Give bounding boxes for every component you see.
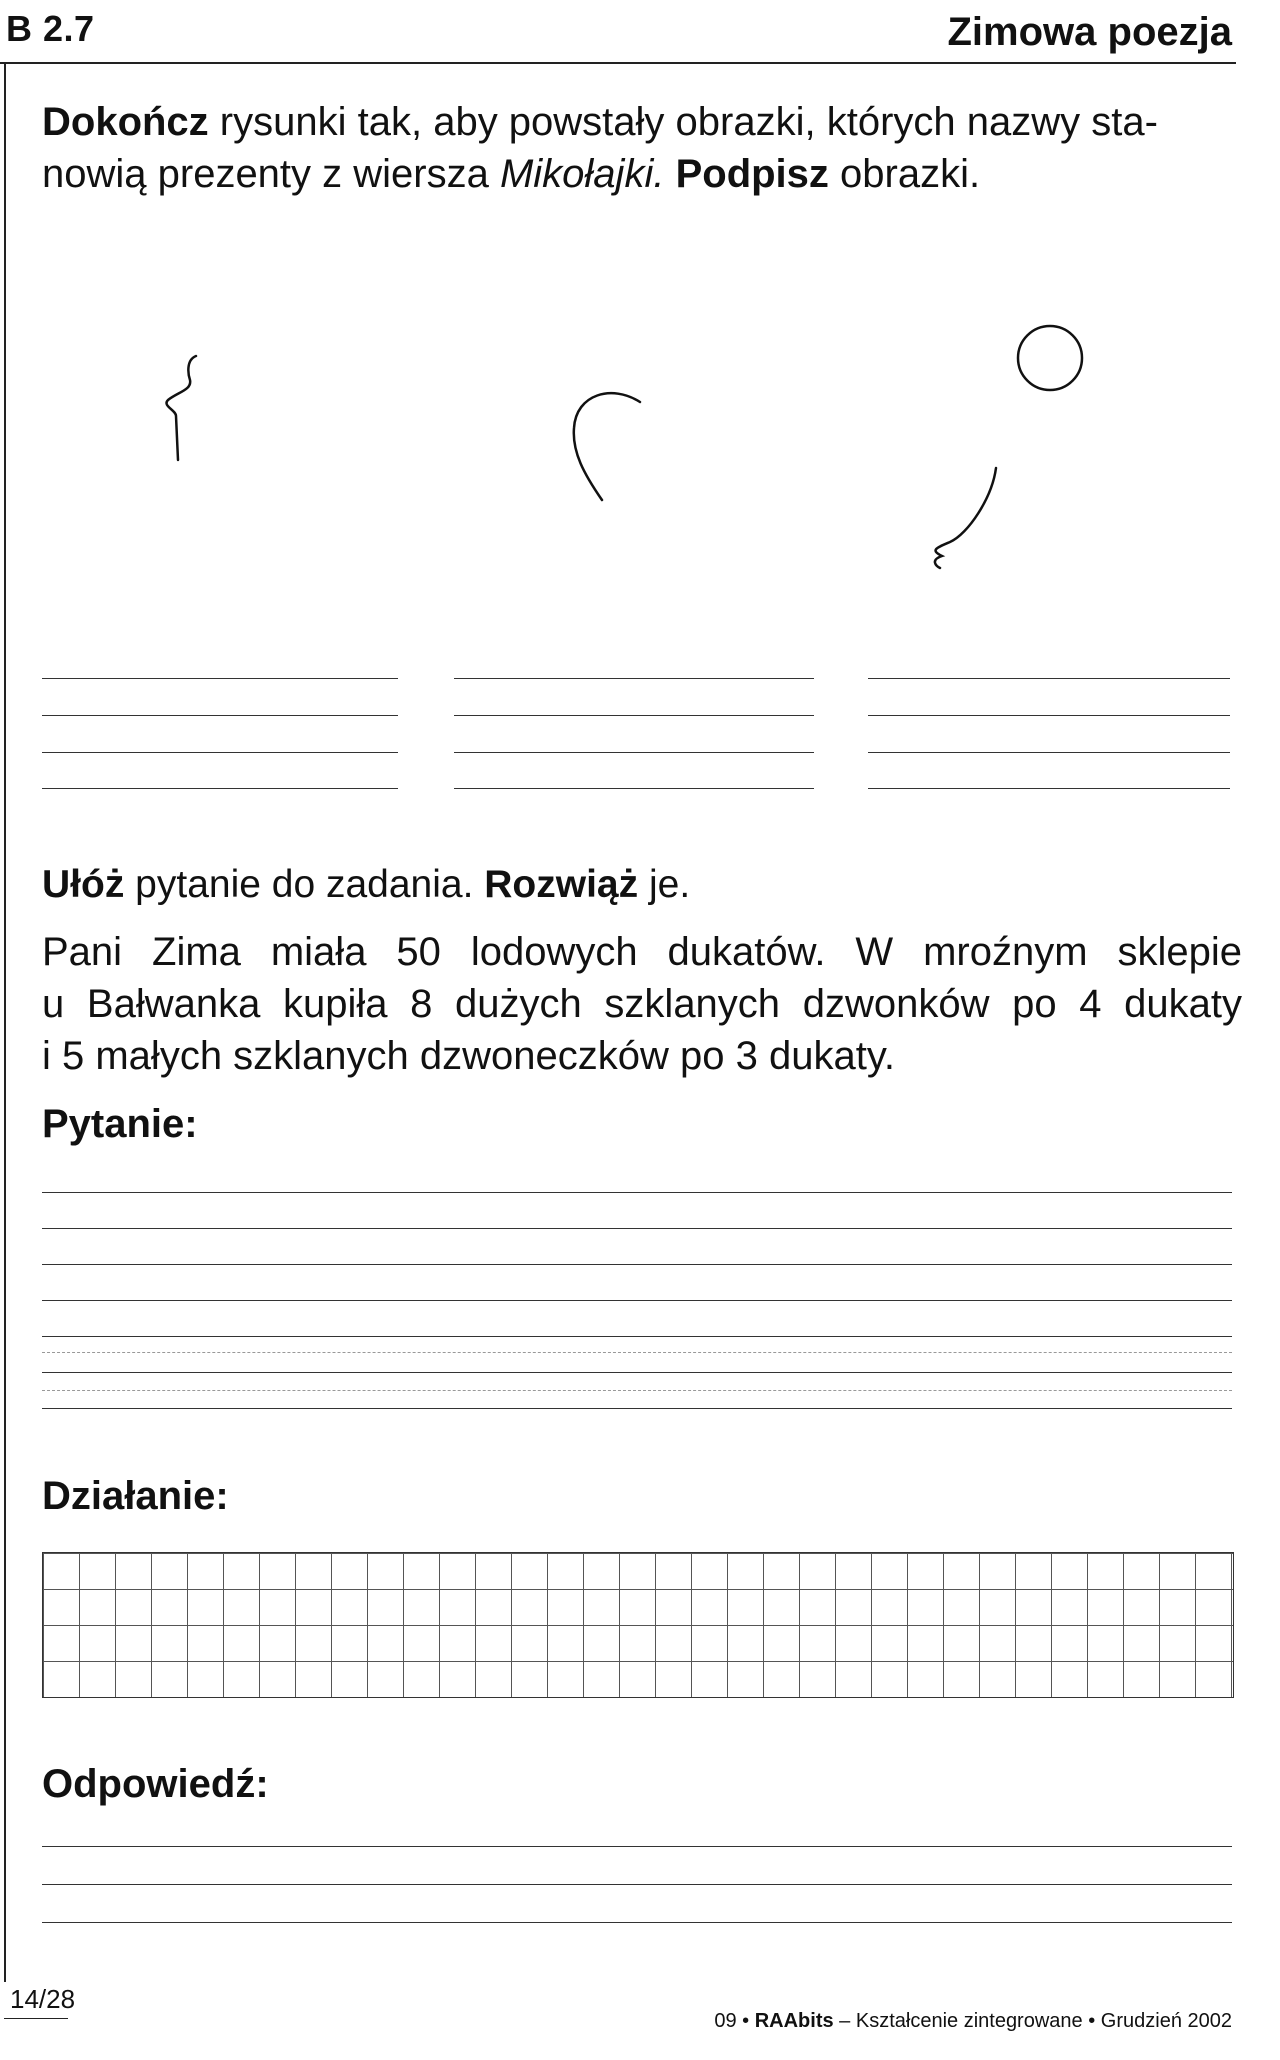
calculation-grid[interactable]: [42, 1552, 1234, 1698]
footer-issue: 09: [714, 2010, 737, 2032]
task1-instruction: [42, 96, 1232, 200]
publication-footer: [714, 2010, 1232, 2033]
drawing-stroke-3: [935, 468, 996, 568]
poem-title: Mikołajki.: [499, 152, 665, 196]
calculation-label: Działanie:: [42, 1474, 229, 1518]
task1-text-2: nowią prezenty z wiersza: [42, 152, 500, 196]
bullet-separator: •: [742, 2010, 750, 2032]
footer-brand: RAAbits: [754, 2010, 834, 2032]
footer-subtitle: Kształcenie zintegrowane: [855, 2010, 1083, 2032]
page-number-rule: [4, 2018, 68, 2019]
drawing-circle: [1018, 326, 1082, 390]
task1-verb-label: Podpisz: [675, 152, 829, 196]
answer-label: Odpowiedź:: [42, 1762, 269, 1806]
bullet-separator: •: [1088, 2010, 1096, 2032]
footer-date: Grudzień 2002: [1100, 2010, 1232, 2032]
problem-line-1: Pani Zima miała 50 lodowych dukatów. W mroźnym sklepie: [42, 930, 1242, 974]
task1-text-1: rysunki tak, aby powstały obrazki, których nazwy sta-: [208, 100, 1158, 144]
page-title: Zimowa poezja: [947, 10, 1232, 54]
header-divider: [0, 62, 1236, 64]
drawing-stroke-1: [167, 356, 196, 460]
drawing-stroke-2: [574, 393, 640, 500]
task2-text-1: pytanie do zadania.: [124, 863, 485, 906]
problem-line-2: u Bałwanka kupiła 8 dużych szklanych dzwonków po 4 dukaty: [42, 982, 1242, 1026]
word-problem: [42, 926, 1242, 1082]
dash-separator: –: [839, 2010, 851, 2032]
question-label: Pytanie:: [42, 1102, 198, 1146]
problem-line-3: i 5 małych szklanych dzwoneczków po 3 dukaty.: [42, 1034, 895, 1078]
task2-instruction: [42, 860, 690, 910]
task2-text-2: je.: [638, 863, 691, 906]
task1-verb-complete: Dokończ: [42, 100, 209, 144]
task1-text-3: obrazki.: [828, 152, 981, 196]
task2-verb-solve: Rozwiąż: [484, 863, 639, 906]
incomplete-drawings: [0, 320, 1280, 600]
task2-verb-compose: Ułóż: [42, 863, 125, 906]
section-code: B 2.7: [6, 8, 95, 49]
page-number: 14/28: [10, 1984, 76, 2014]
